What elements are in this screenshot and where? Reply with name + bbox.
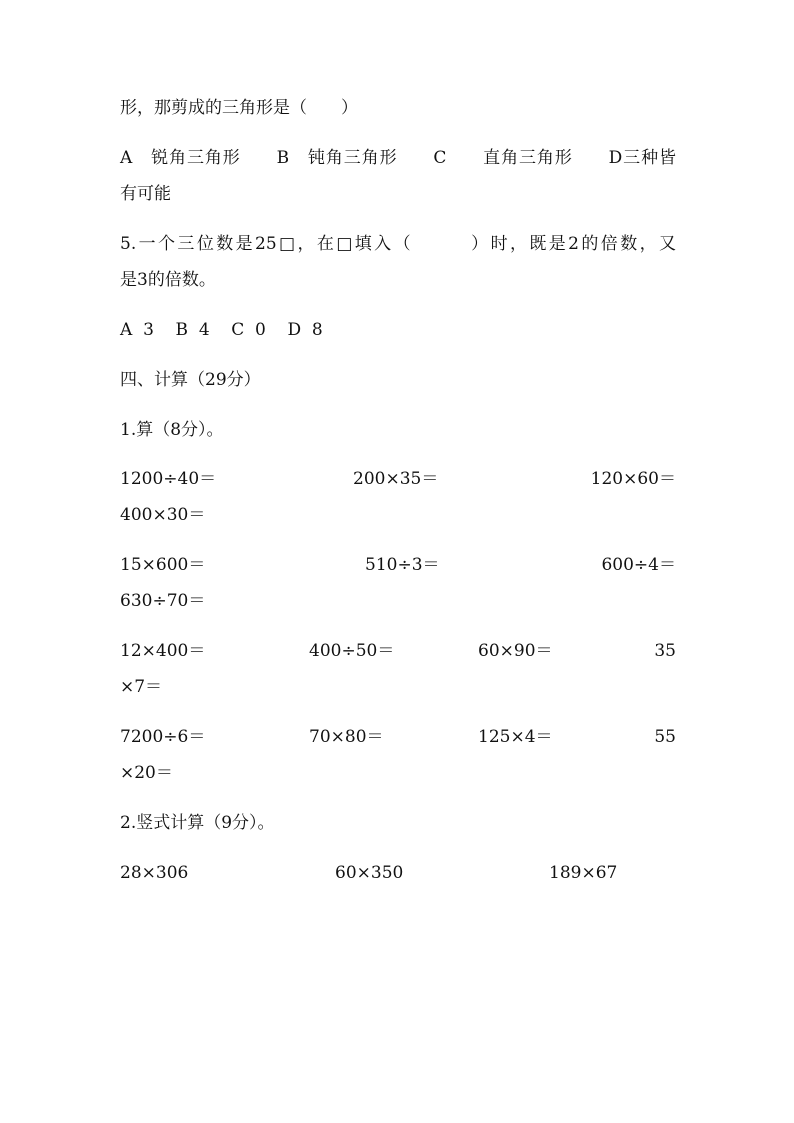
calc-row-2 xyxy=(120,555,676,575)
calc-row-1 xyxy=(120,469,676,489)
question-5-options: A 3 B 4 C 0 D 8 xyxy=(120,320,323,340)
subsection-1-heading: 1.算（8分）。 xyxy=(120,420,224,440)
calc-row-4 xyxy=(120,727,676,747)
calc-item: 510÷3＝ xyxy=(365,555,440,575)
calc-item: 60×90＝ xyxy=(478,641,553,661)
question-5-stem-wrap: 是3的倍数。 xyxy=(120,270,216,290)
section-4-heading: 四、计算（29分） xyxy=(120,370,261,390)
vertical-calc-item: 189×67 xyxy=(549,863,618,883)
question-4-options-wrap: 有可能 xyxy=(120,184,171,204)
calc-item: 400÷50＝ xyxy=(309,641,395,661)
question-4-options: A 锐角三角形 B 钝角三角形 C 直角三角形 D三种皆 xyxy=(120,148,676,168)
calc-item: 7200÷6＝ xyxy=(120,727,206,747)
calc-item: 15×600＝ xyxy=(120,555,206,575)
calc-item: 12×400＝ xyxy=(120,641,206,661)
calc-item: 70×80＝ xyxy=(309,727,384,747)
calc-item: 35 xyxy=(654,641,676,661)
question-4-stem-end: 形，那剪成的三角形是（ ） xyxy=(120,98,358,118)
calc-item: 1200÷40＝ xyxy=(120,469,217,489)
calc-item: 125×4＝ xyxy=(478,727,553,747)
calc-item-wrap: 630÷70＝ xyxy=(120,591,206,611)
question-5-stem: 5.一个三位数是25□，在□填入（ ）时，既是2的倍数，又 xyxy=(120,234,676,254)
subsection-2-heading: 2.竖式计算（9分）。 xyxy=(120,813,275,833)
vertical-calc-item: 60×350 xyxy=(335,863,404,883)
calc-item-wrap: 400×30＝ xyxy=(120,505,206,525)
calc-item: 55 xyxy=(654,727,676,747)
calc-item: 200×35＝ xyxy=(353,469,439,489)
vertical-calc-row xyxy=(120,863,676,883)
calc-item-wrap: ×7＝ xyxy=(120,677,163,697)
calc-row-3 xyxy=(120,641,676,661)
vertical-calc-item: 28×306 xyxy=(120,863,189,883)
calc-item: 120×60＝ xyxy=(590,469,676,489)
calc-item-wrap: ×20＝ xyxy=(120,763,173,783)
calc-item: 600÷4＝ xyxy=(601,555,676,575)
